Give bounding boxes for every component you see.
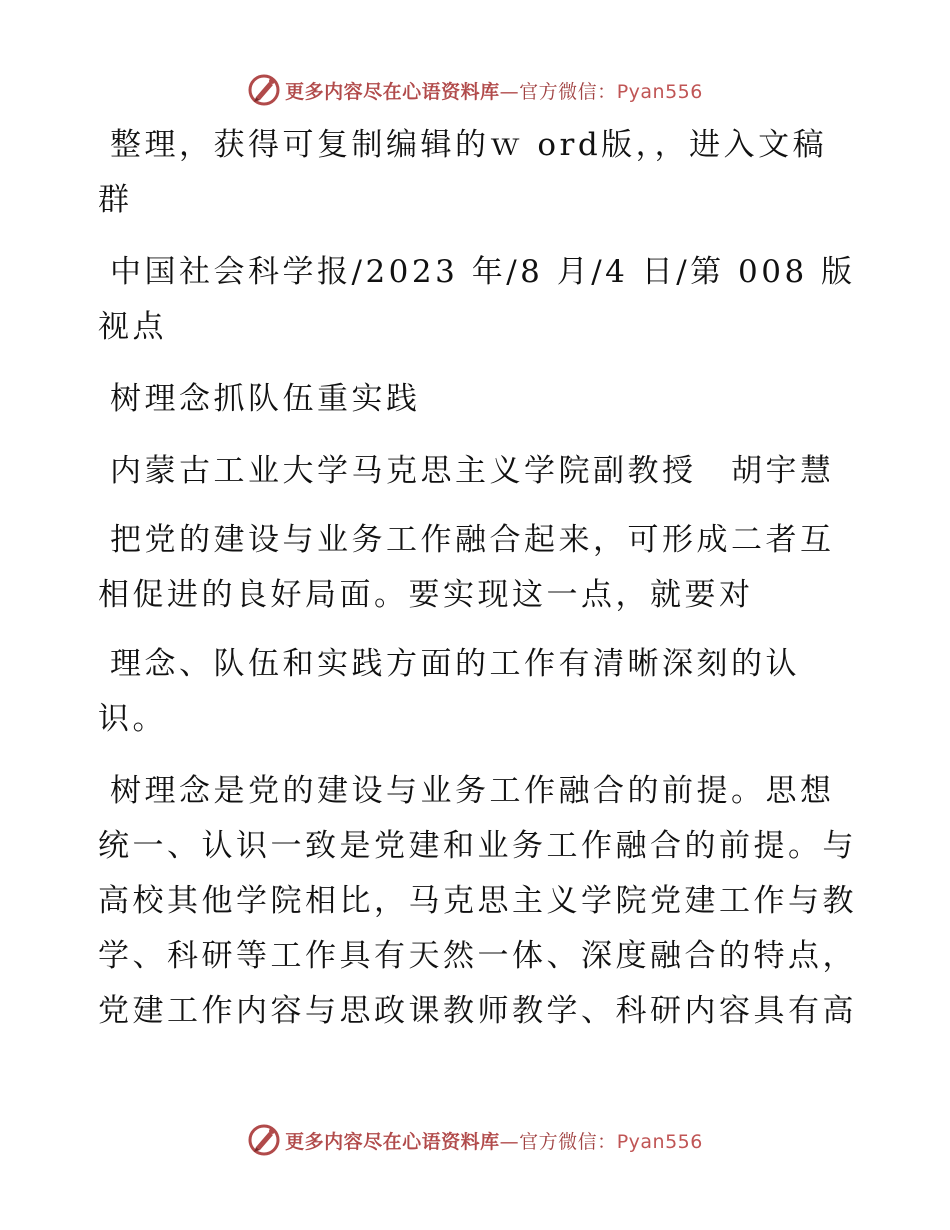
footer-banner <box>0 1120 950 1160</box>
text-line: 理念、队伍和实践方面的工作有清晰深刻的认 <box>110 646 800 682</box>
banner-separator: — <box>499 1130 520 1153</box>
text-line: 内蒙古工业大学马克思主义学院副教授 胡宇慧 <box>110 453 835 489</box>
pen-circle-logo-icon <box>247 1123 281 1157</box>
banner-text <box>285 1127 703 1154</box>
text-line: 高校其他学院相比，马克思主义学院党建工作与教 <box>98 883 857 919</box>
text-line: 把党的建设与业务工作融合起来，可形成二者互 <box>110 522 835 558</box>
banner-text <box>285 77 703 104</box>
text-line: 党建工作内容与思政课教师教学、科研内容具有高 <box>98 993 857 1029</box>
author-line <box>98 444 858 499</box>
text-line: 视点 <box>98 309 167 345</box>
text-line: 中国社会科学报/2023 年/8 月/4 日/第 008 版 <box>110 254 856 290</box>
text-line: 树理念抓队伍重实践 <box>110 381 421 417</box>
banner-site-text: 更多内容尽在心语资料库 <box>285 80 500 103</box>
paragraph-lead <box>98 513 858 623</box>
document-body <box>98 118 858 1039</box>
article-title <box>98 372 858 427</box>
text-line: 树理念是党的建设与业务工作融合的前提。思想 <box>110 773 835 809</box>
text-line: 识。 <box>98 701 167 737</box>
banner-wechat-label: 官方微信： <box>519 1130 617 1153</box>
banner-site-text: 更多内容尽在心语资料库 <box>285 1130 500 1153</box>
text-line: 群 <box>98 182 133 218</box>
header-banner <box>0 70 950 110</box>
banner-wechat-id: Pyan556 <box>616 1130 703 1153</box>
text-line: 学、科研等工作具有天然一体、深度融合的特点， <box>98 938 857 974</box>
paragraph-intro <box>98 118 858 228</box>
banner-separator: — <box>499 80 520 103</box>
paragraph-main <box>98 764 858 1039</box>
text-line: 相促进的良好局面。要实现这一点，就要对 <box>98 577 754 613</box>
banner-wechat-label: 官方微信： <box>519 80 617 103</box>
banner-wechat-id: Pyan556 <box>616 80 703 103</box>
paragraph-lead-cont <box>98 637 858 747</box>
paragraph-source <box>98 245 858 355</box>
pen-circle-logo-icon <box>247 73 281 107</box>
text-line: 统一、认识一致是党建和业务工作融合的前提。与 <box>98 828 857 864</box>
text-line: 整理，获得可复制编辑的ｗ ord版，，进入文稿 <box>110 127 828 163</box>
